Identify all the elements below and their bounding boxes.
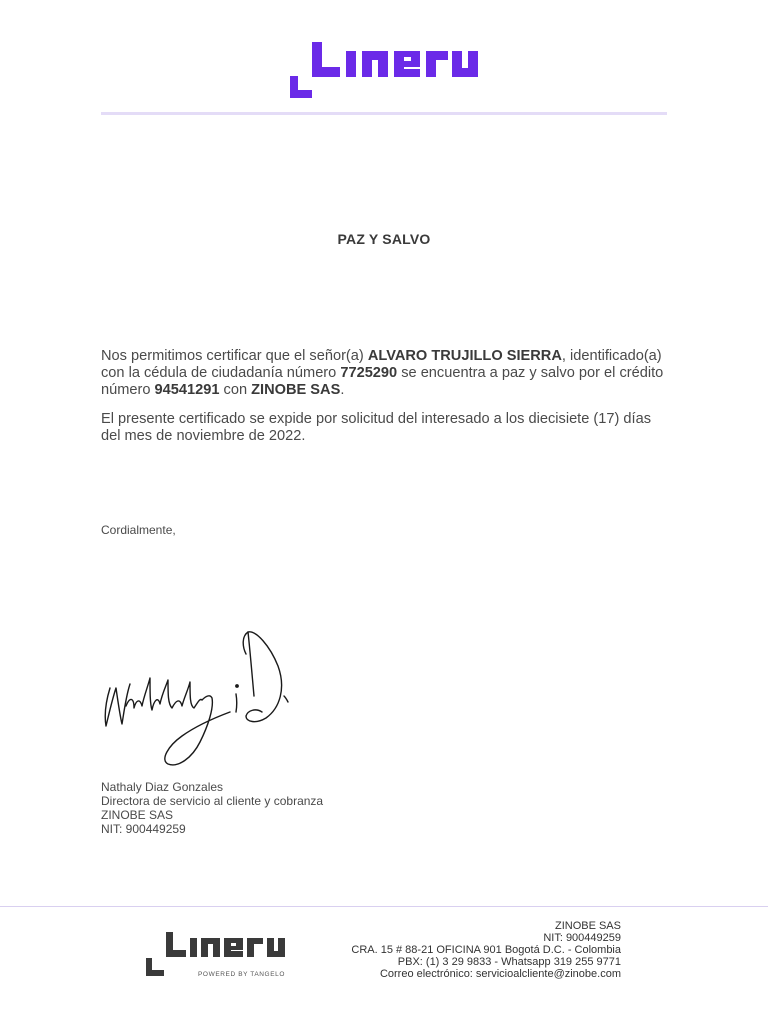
footer-company: ZINOBE SAS [554,920,621,932]
credit-number: 94541291 [154,382,220,398]
footer-nit: NIT: 900449259 [543,932,621,944]
closing-salutation: Cordialmente, [101,523,176,537]
document-title: PAZ Y SALVO [337,231,431,247]
footer-contact-info [351,920,621,980]
footer-logo-letter-l-base [166,950,186,957]
logo-bracket-horizontal [290,90,312,98]
footer-address: CRA. 15 # 88-21 OFICINA 901 Bogotá D.C. - Colombia [351,944,621,956]
lineru-logo [290,40,490,102]
logo-letter-r [426,51,448,77]
signer-nit: NIT: 900449259 [101,822,186,836]
id-number: 7725290 [340,365,398,381]
powered-by-text: POWERED BY TANGELO [198,971,286,978]
certification-paragraph [101,348,667,399]
logo-letter-n [362,51,388,77]
footer-divider [0,906,768,907]
client-name: ALVARO TRUJILLO SIERRA [367,348,562,364]
logo-letter-l-base [312,67,340,77]
logo-letter-u [452,51,478,77]
company-name: ZINOBE SAS [251,382,341,398]
header-divider [101,112,667,115]
signer-name: Nathaly Diaz Gonzales [101,780,224,794]
footer-logo-letter-n [201,938,220,957]
footer-logo-letter-r [247,938,263,957]
issuance-paragraph: El presente certificado se expide por solicitud del interesado a los diecisiete (17) días del mes de noviembre de 2022. [101,411,652,444]
para1-end: . [340,382,345,398]
para1-after-credit: con [219,382,252,398]
footer-logo-letter-u [267,938,285,957]
para1-intro: Nos permitimos certificar que el señor(a) [101,348,368,364]
logo-letter-i [346,51,356,77]
logo-letter-e [394,51,420,77]
para1-after-name: , identificado(a) con la cédula de ciudadanía número [101,348,662,381]
para1-after-id: se encuentra a paz y salvo por el crédito número [101,365,664,398]
footer-phones: PBX: (1) 3 29 9833 - Whatsapp 319 255 9771 [397,956,621,968]
footer-logo-letter-i [190,938,197,957]
handwritten-signature [96,626,306,774]
footer-logo-letter-e [224,938,243,957]
signer-block [101,780,323,836]
footer-email: Correo electrónico: servicioalcliente@zinobe.com [379,968,621,980]
footer-logo-bracket-horizontal [146,970,164,976]
signer-role: Directora de servicio al cliente y cobranza [101,794,324,808]
lineru-footer-logo [146,930,296,980]
signer-company: ZINOBE SAS [101,808,174,822]
